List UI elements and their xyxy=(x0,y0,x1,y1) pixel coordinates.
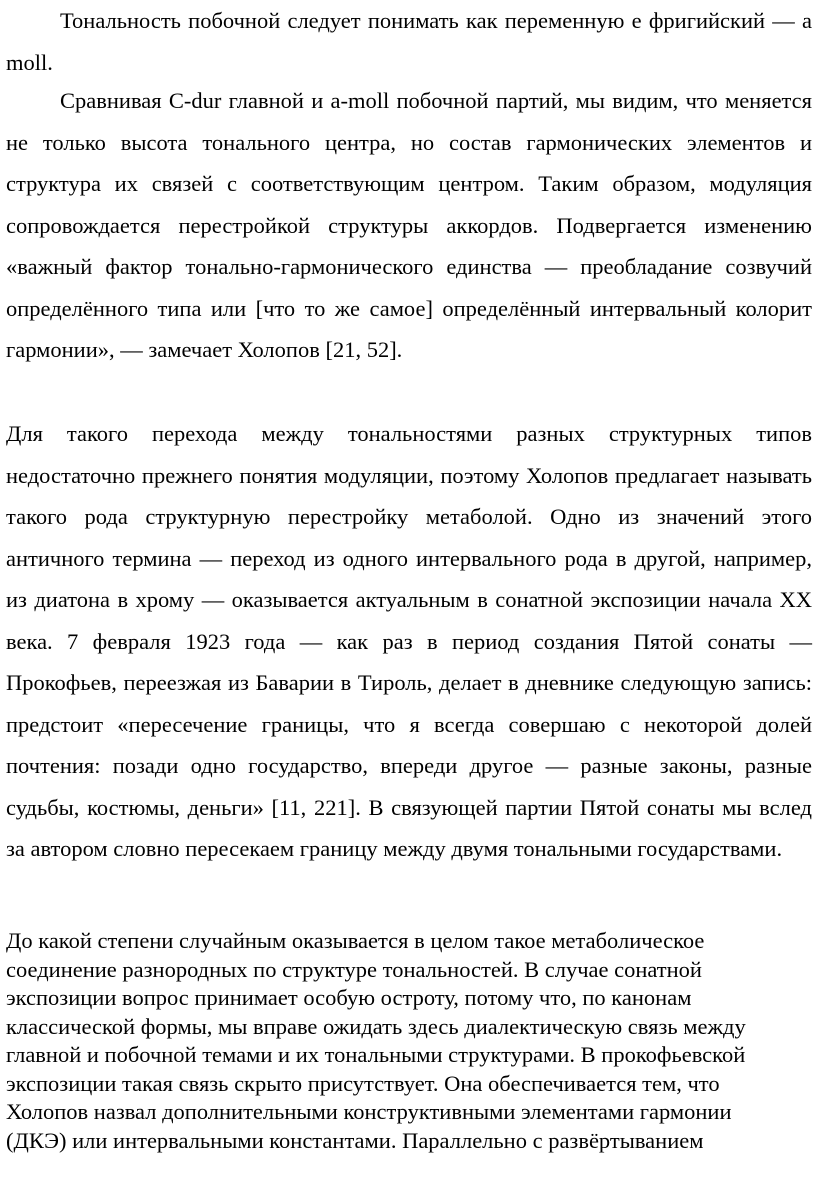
paragraph-3: Для такого перехода между тональностями разных структурных типов недостаточно прежнего понятия модуляции, поэтому Холопов предлагает называть такого рода структурную перестройку метаболой. Одно из значений этого античного термина — переход из одного интервального рода в другой, например, из диатона в хрому — оказывается актуальным в сонатной экспозиции начала XX века. 7 февраля 1923 года — как раз в период создания Пятой сонаты — Прокофьев, переезжая из Баварии в Тироль, делает в дневнике следующую запись: предстоит «пересечение границы, что я всегда совершаю с некоторой долей почтения: позади одно государство, впереди другое — разные законы, разные судьбы, костюмы, деньги» [11, 221]. В связующей партии Пятой сонаты мы вслед за автором словно пересекаем границу между двумя тональными государствами. xyxy=(6,421,812,861)
paragraph-2: Сравнивая C-dur главной и a-moll побочной партий, мы видим, что меняется не только высота тонального центра, но состав гармонических элементов и структура их связей с соответствующим центром. Таким образом, модуляция сопровождается перестройкой структуры аккордов. Подвергается изменению «важный фактор тонально-гармонического единства — преобладание созвучий определённого типа или [что то же самое] определённый интервальный колорит гармонии», — замечает Холопов [21, 52]. xyxy=(6,88,812,362)
paragraph-4: До какой степени случайным оказывается в целом такое метаболическое соединение разнородных по структуре тональностей. В случае сонатной экспозиции вопрос принимает особую остроту, потому что, по канонам классической формы, мы вправе ожидать здесь диалектическую связь между главной и побочной темами и их тональными структурами. В прокофьевской экспозиции такая связь скрыто присутствует. Она обеспечивается тем, что Холопов назвал дополнительными конструктивными элементами гармонии (ДКЭ) или интервальными константами. Параллельно с развёртыванием xyxy=(6,928,746,1153)
paragraph-1: Тональность побочной следует понимать как переменную е фригийский — a moll. xyxy=(6,8,812,75)
